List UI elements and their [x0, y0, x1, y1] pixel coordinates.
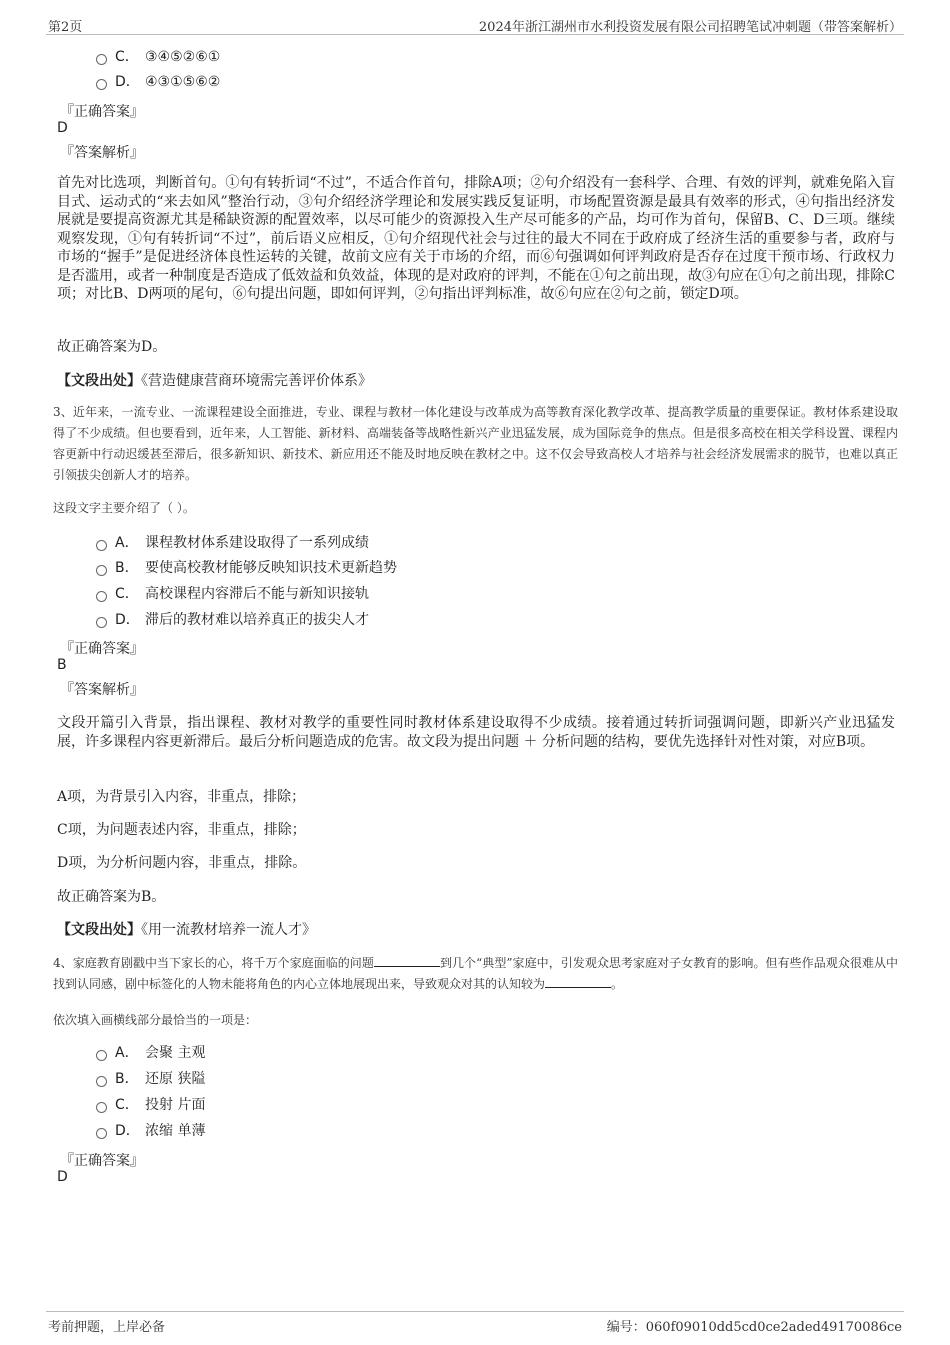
- radio-icon[interactable]: [96, 565, 107, 576]
- q4-prompt: 依次填入画横线部分最恰当的一项是：: [53, 1013, 258, 1027]
- q2-option-c[interactable]: C． ③④⑤②⑥①: [96, 47, 220, 67]
- q3-answer: B: [57, 657, 67, 673]
- page-number: 第2页: [48, 20, 83, 35]
- q3-analysis: 文段开篇引入背景，指出课程、教材对教学的重要性同时教材体系建设取得不少成绩。接着通过转折词强调问题，即新兴产业迅猛发展，许多课程内容更新滞后。最后分析问题造成的危害。故文段为提出问题 ＋ 分析问题的结构，要优先选择针对性对策，对应B项。: [57, 715, 895, 750]
- source-label: 【文段出处】: [57, 373, 141, 389]
- q3-option-a[interactable]: A． 课程教材体系建设取得了一系列成绩: [96, 533, 369, 553]
- radio-icon[interactable]: [96, 1128, 107, 1139]
- document-title: 2024年浙江湖州市水利投资发展有限公司招聘笔试冲刺题（带答案解析）: [478, 20, 902, 35]
- source-title: 《营造健康营商环境需完善评价体系》: [141, 373, 372, 389]
- q4-option-d[interactable]: D． 浓缩 单薄: [96, 1121, 205, 1141]
- q3-answer-label: 『正确答案』: [60, 641, 144, 657]
- q3-source: [57, 919, 316, 939]
- footer-slogan: 考前押题，上岸必备: [48, 1320, 166, 1335]
- radio-icon[interactable]: [96, 1050, 107, 1061]
- radio-icon[interactable]: [96, 591, 107, 602]
- q3-note-d: D项，为分析问题内容，非重点，排除。: [57, 855, 307, 871]
- radio-icon[interactable]: [96, 1102, 107, 1113]
- q3-stem: 3、近年来，一流专业、一流课程建设全面推进，专业、课程与教材一体化建设与改革成为高等教育深化教学改革、提高教学质量的重要保证。教材体系建设取得了不少成绩。但也要看到，近年来，人工智能、新材料、高端装备等战略性新兴产业迅猛发展，成为国际竞争的焦点。但是很多高校在相关学科设置、课程内容更新中行动迟缓甚至滞后，很多新知识、新技术、新应用还不能及时地反映在教材之中。这不仅会导致高校人才培养与社会经济发展需求的脱节，也难以真正引领拔尖创新人才的培养。: [53, 405, 898, 482]
- q3-note-c: C项，为问题表述内容，非重点，排除；: [57, 822, 306, 838]
- q2-conclusion: 故正确答案为D。: [57, 339, 167, 355]
- radio-icon[interactable]: [96, 54, 107, 65]
- q2-analysis-label: 『答案解析』: [60, 145, 144, 161]
- radio-icon[interactable]: [96, 540, 107, 551]
- q4-option-b[interactable]: B． 还原 狭隘: [96, 1069, 205, 1089]
- q4-stem: 4、家庭教育剧戳中当下家长的心，将千万个家庭面临的问题 到几个“典型”家庭中，引发观众思考家庭对子女教育的影响。但有些作品观众很难从中找到认同感，剧中标签化的人物未能将角色的内心立体地展现出来，导致观众对其的认知较为 。: [53, 956, 898, 991]
- q3-analysis-label: 『答案解析』: [60, 682, 144, 698]
- radio-icon[interactable]: [96, 1076, 107, 1087]
- fill-blank[interactable]: [545, 975, 611, 988]
- q3-option-c[interactable]: C． 高校课程内容滞后不能与新知识接轨: [96, 584, 369, 604]
- source-label: 【文段出处】: [57, 922, 141, 938]
- source-title: 《用一流教材培养一流人才》: [141, 922, 316, 938]
- q3-note-a: A项，为背景引入内容，非重点，排除；: [57, 789, 306, 805]
- q2-source: [57, 370, 372, 390]
- q3-conclusion: 故正确答案为B。: [57, 889, 166, 905]
- page-header: [46, 14, 904, 35]
- q3-prompt: 这段文字主要介绍了（ ）。: [53, 501, 195, 515]
- q4-answer: D: [57, 1169, 68, 1185]
- q2-option-d[interactable]: D． ④③①⑤⑥②: [96, 72, 220, 92]
- document-id: 编号：060f09010dd5cd0ce2aded49170086ce: [606, 1320, 902, 1335]
- fill-blank[interactable]: [374, 954, 440, 967]
- q2-analysis: 首先对比选项，判断首句。①句有转折词“不过”，不适合作首句，排除A项；②句介绍没有一套科学、合理、有效的评判，就难免陷入盲目式、运动式的“来去如风”整治行动，③句介绍经济学理论和发展实践反复证明，市场配置资源是最具有效率的形式，④句指出经济发展就是要提高资源尤其是稀缺资源的配置效率，以尽可能少的资源投入生产尽可能多的产品，均可作为首句，保留B、C、D三项。继续观察发现，①句有转折词“不过”，前后语义应相反，①句介绍现代社会与过往的最大不同在于政府成了经济生活的重要参与者，政府与市场的“握手”是促进经济体良性运转的关键，故前文应有关于市场的介绍，而⑥句强调如何评判政府是否存在过度干预市场、行政权力是否滥用，或者一种制度是否造成了低效益和负效益，体现的是对政府的评判，不能在①句之前出现，故③句应在①句之前出现，排除C项；对比B、D两项的尾句，⑥句提出问题，即如何评判，②句指出评判标准，故⑥句应在②句之前，锁定D项。: [57, 175, 895, 302]
- radio-icon[interactable]: [96, 79, 107, 90]
- q2-answer-label: 『正确答案』: [60, 104, 144, 120]
- q4-option-a[interactable]: A． 会聚 主观: [96, 1043, 205, 1063]
- q3-option-b[interactable]: B． 要使高校教材能够反映知识技术更新趋势: [96, 558, 397, 578]
- radio-icon[interactable]: [96, 617, 107, 628]
- page-footer: [46, 1311, 904, 1336]
- q4-answer-label: 『正确答案』: [60, 1153, 144, 1169]
- q4-option-c[interactable]: C． 投射 片面: [96, 1095, 205, 1115]
- q2-answer: D: [57, 120, 68, 136]
- q3-option-d[interactable]: D． 滞后的教材难以培养真正的拔尖人才: [96, 610, 369, 630]
